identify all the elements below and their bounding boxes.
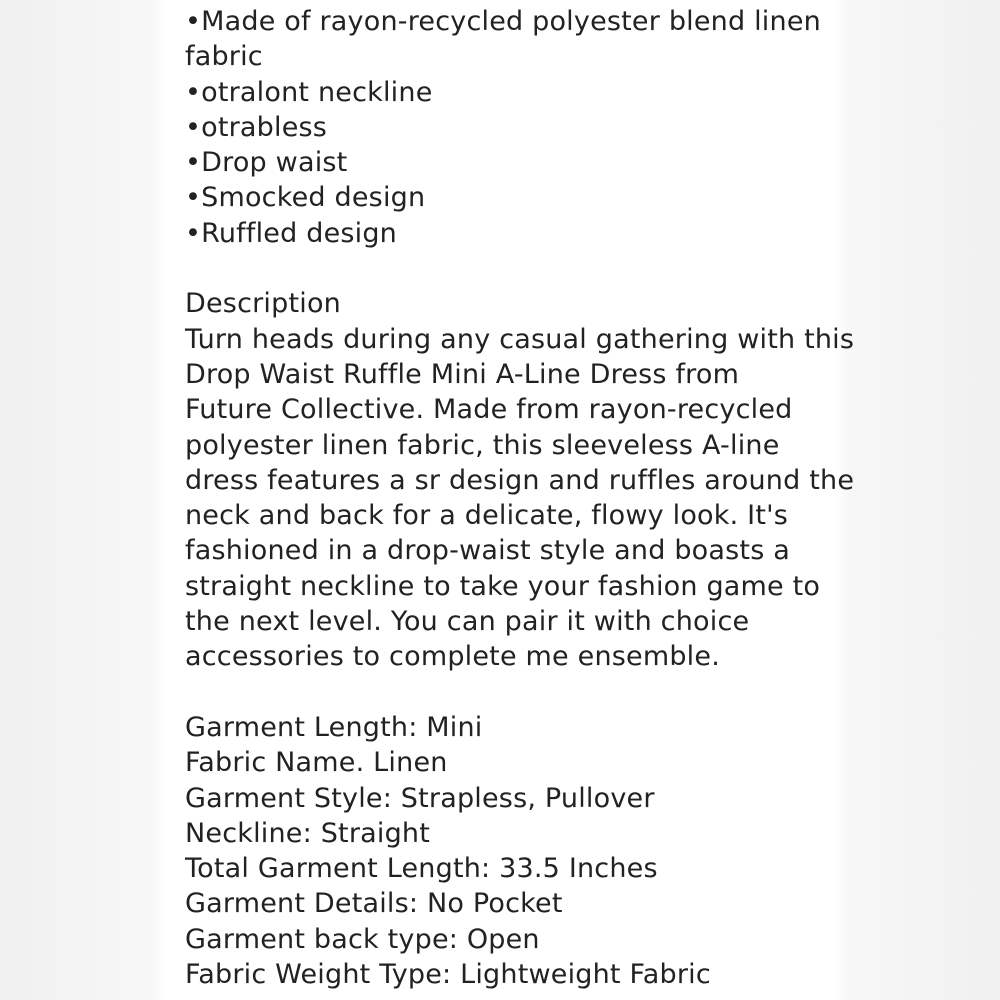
spec-item: Garment back type: Open: [185, 923, 540, 955]
description-section: [185, 286, 855, 674]
spec-item: Fabric Name. Linen: [185, 747, 448, 779]
spec-item: Fabric Weight Type: Lightweight Fabric: [185, 959, 711, 991]
description-line: Future Collective. Made from rayon-recycled: [185, 394, 793, 426]
description-line: fashioned in a drop-waist style and boasts a: [185, 535, 790, 567]
feature-item: fabric: [185, 41, 263, 73]
feature-item: •Drop waist: [185, 147, 348, 179]
spacer: [185, 251, 825, 286]
description-heading: Description: [185, 288, 341, 320]
spec-item: Garment Details: No Pocket: [185, 888, 563, 920]
spacer: [185, 675, 825, 710]
spec-item: Neckline: Straight: [185, 817, 431, 849]
description-line: Drop Waist Ruffle Mini A-Line Dress from: [185, 358, 740, 390]
spec-item: Total Garment Length: 33.5 Inches: [185, 853, 658, 885]
feature-item: •Smocked design: [185, 182, 426, 214]
spec-item: Garment Style: Strapless, Pullover: [185, 782, 655, 814]
description-line: neck and back for a delicate, flowy look. It's: [185, 500, 789, 532]
spec-item: Garment Length: Mini: [185, 711, 483, 743]
description-line: polyester linen fabric, this sleeveless A-line: [185, 429, 780, 461]
feature-item: •otralont neckline: [185, 76, 433, 108]
feature-list: [185, 4, 825, 251]
description-line: the next level. You can pair it with choice: [185, 606, 750, 638]
description-line: Turn heads during any casual gathering with this: [185, 323, 855, 355]
feature-item: •otrabless: [185, 111, 328, 143]
description-line: accessories to complete me ensemble.: [185, 641, 720, 673]
feature-item: •Ruffled design: [185, 217, 397, 249]
product-description-text: [185, 4, 855, 992]
description-line: dress features a sr design and ruffles around the: [185, 464, 855, 496]
description-line: straight neckline to take your fashion game to: [185, 570, 821, 602]
specs-list: [185, 710, 825, 992]
feature-item: •Made of rayon-recycled polyester blend linen: [185, 6, 821, 37]
